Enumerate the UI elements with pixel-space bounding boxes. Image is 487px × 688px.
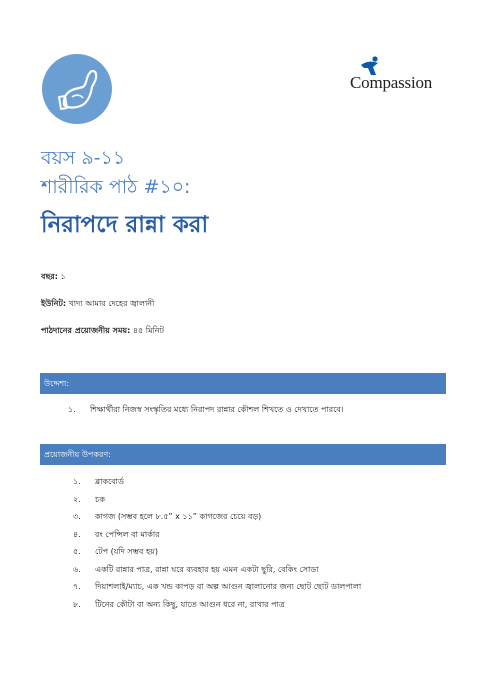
list-item-number: ৩.	[73, 512, 81, 521]
objective-item-text: শিক্ষার্থীরা নিজস্ব সংস্কৃতির মধ্যে নিরাপদ রান্নার কৌশল শিখতে ও দেখাতে পারবে।	[90, 405, 344, 414]
list-item-text: কাগজ (সম্ভব হলে ৮.৫” x ১১” কাগজের চেয়ে বড়)	[95, 512, 262, 521]
meta-unit	[41, 298, 154, 311]
list-item-number: ৬.	[73, 564, 81, 574]
list-item-number: ৭.	[73, 582, 81, 591]
objective-item	[68, 404, 344, 417]
list-item	[73, 529, 361, 547]
meta-time	[41, 325, 164, 338]
list-item-text: রং পেন্সিল বা মার্কার	[95, 529, 160, 539]
list-item	[73, 581, 361, 599]
materials-section-header: প্রয়োজনীয় উপকরণ:	[40, 444, 446, 465]
meta-time-label: পাঠদানের প্রয়োজনীয় সময়:	[41, 326, 131, 335]
list-item	[73, 476, 361, 494]
materials-list	[73, 476, 361, 616]
meta-year	[41, 271, 66, 284]
list-item-number: ৮.	[73, 599, 81, 609]
age-heading: বয়স ৯-১১	[41, 147, 126, 169]
list-item	[73, 494, 361, 512]
list-item-number: ৪.	[73, 529, 81, 539]
list-item-text: চক	[95, 494, 105, 504]
page-title: নিরাপদে রান্না করা	[41, 212, 209, 238]
meta-time-value: ৪৫ মিনিট	[130, 326, 164, 335]
list-item-text: টিনের কৌটা বা অন্য কিছু, যাতে আগুন ধরে না, রাখার পাত্র	[95, 599, 285, 609]
meta-unit-label: ইউনিট:	[41, 299, 67, 308]
list-item-number: ৫.	[73, 547, 81, 556]
objective-item-number: ১.	[68, 405, 76, 414]
list-item	[73, 599, 361, 617]
meta-year-value: ১	[57, 272, 66, 281]
flexed-arm-icon	[42, 54, 112, 124]
compassion-logo	[344, 56, 448, 96]
list-item-text: ব্লাকবোর্ড	[95, 477, 124, 486]
list-item-text: একটি রান্নার পাত্র, রান্না ঘরে ব্যবহার হয় এমন একটা ছুরি, বেকিং সোডা	[95, 564, 319, 574]
list-item	[73, 564, 361, 582]
lesson-heading: শারীরিক পাঠ #১০:	[41, 176, 191, 198]
list-item-text: টেপ (যদি সম্ভব হয়)	[95, 547, 158, 556]
list-item-text: দিয়াশলাই/ম্যাচ, এক খন্ড কাপড় বা অল্প আগুন জ্বালানোর জন্য ছোট ছোট ডালপালা	[95, 582, 362, 591]
list-item-number: ২.	[73, 494, 81, 504]
logo-text: Compassion	[350, 73, 433, 92]
list-item	[73, 511, 361, 529]
list-item	[73, 546, 361, 564]
list-item-number: ১.	[73, 477, 81, 486]
objective-section-header: উদ্দেশ্য:	[40, 373, 446, 394]
meta-year-label: বছর:	[41, 272, 58, 281]
meta-unit-value: খাদ্য আমার দেহের জ্বালানী	[66, 299, 155, 308]
